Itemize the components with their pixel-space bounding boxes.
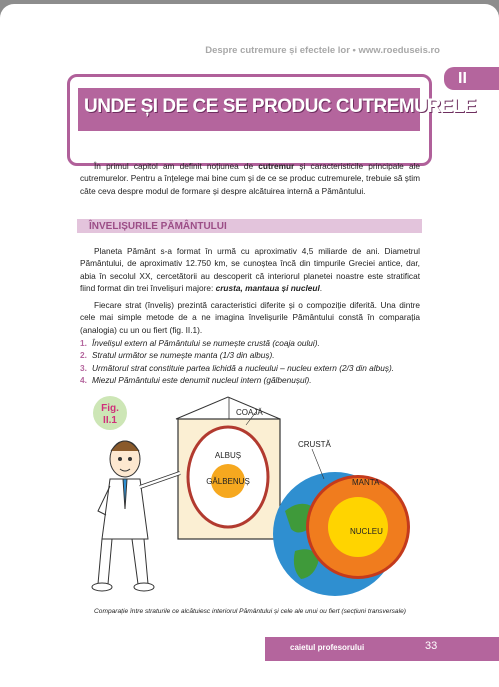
- earth-label-mantle: MANTA: [352, 478, 380, 487]
- p1-end: .: [319, 283, 323, 294]
- list-number: 4.: [80, 375, 87, 386]
- list-item: [80, 349, 420, 361]
- p1-terms: crusta, mantaua și nucleul: [215, 283, 320, 294]
- page-title: UNDE ȘI DE CE SE PRODUC CUTREMURELE: [84, 96, 477, 117]
- list-item: [80, 374, 420, 386]
- figure-badge-top: Fig.: [101, 403, 119, 414]
- footer-label: caietul profesorului: [290, 643, 365, 652]
- list-item: [80, 337, 420, 349]
- figure-badge-bottom: II.1: [103, 415, 117, 426]
- earth-label-core: NUCLEU: [350, 527, 383, 536]
- egg-label-shell: COAJĂ: [236, 408, 263, 417]
- figure-badge: [93, 396, 127, 430]
- earth-egg-illustration: [80, 391, 420, 601]
- egg-label-yolk: GĂLBENUȘ: [206, 477, 250, 486]
- list-number: 1.: [80, 338, 87, 348]
- list-item: [80, 362, 420, 374]
- intro-paragraph: [80, 160, 420, 197]
- figure-caption: Comparație între straturile ce alcătuiesc interiorul Pământului și cele ale unui ou fiert (secțiuni transversale): [94, 608, 406, 615]
- intro-after: și caracteristicile principale ale cutremurelor. Pentru a înțelege mai bine cum și de ce se produc cutremurele, trebuie să știm câte ceva despre modul de formare și despre alcătuirea internă a Pământului.: [80, 161, 421, 196]
- paragraph-layers: Fiecare strat (înveliș) prezintă caracteristici diferite și o compoziție diferită. Una dintre cele mai simple metode de a ne imagina învelișurile Pământului constă în comparația (analogia) cu un ou fiert (fig. II.1).: [80, 300, 420, 335]
- list-text: Învelișul extern al Pământului se numește crustă (coaja oului).: [92, 338, 320, 348]
- page: [0, 4, 499, 687]
- earth-cross-section: [273, 440, 410, 596]
- list-text: Miezul Pământului este denumit nucleul intern (gălbenușul).: [92, 375, 312, 386]
- teacher-cartoon: [92, 441, 180, 591]
- egg-board: [176, 397, 280, 539]
- chapter-tab: II: [444, 67, 499, 90]
- intro-term: cutremur: [258, 161, 295, 171]
- earth-label-crust: CRUSTĂ: [298, 440, 331, 449]
- list-text: Stratul următor se numește manta (1/3 din albuș).: [92, 350, 275, 361]
- egg-label-white: ALBUȘ: [214, 451, 242, 460]
- section-title: ÎNVELIȘURILE PĂMÂNTULUI: [89, 221, 227, 232]
- strata-list: [80, 337, 420, 387]
- running-header: Despre cutremure și efectele lor • www.roeduseis.ro: [205, 45, 440, 56]
- p1-text: Planeta Pământ s-a format în urmă cu aproximativ 4,5 miliarde de ani. Diametrul Pământului, de aproximativ 12.750 km, se cunoștea încă din timpurile Greciei antice, dar, abia în secolul XX, cercetătorii au descoperit că interiorul planetei noastre este stratificat fiind format din trei învelișuri majore:: [80, 246, 420, 294]
- intro-before: În primul capitol am definit noțiunea de: [94, 161, 259, 171]
- list-text: Următorul strat constituie partea lichidă a nucleului – nucleu extern (2/3 din albuș).: [92, 362, 395, 373]
- paragraph-formation: [80, 245, 420, 295]
- list-number: 3.: [80, 362, 87, 373]
- page-number: 33: [425, 640, 438, 652]
- list-number: 2.: [80, 350, 87, 361]
